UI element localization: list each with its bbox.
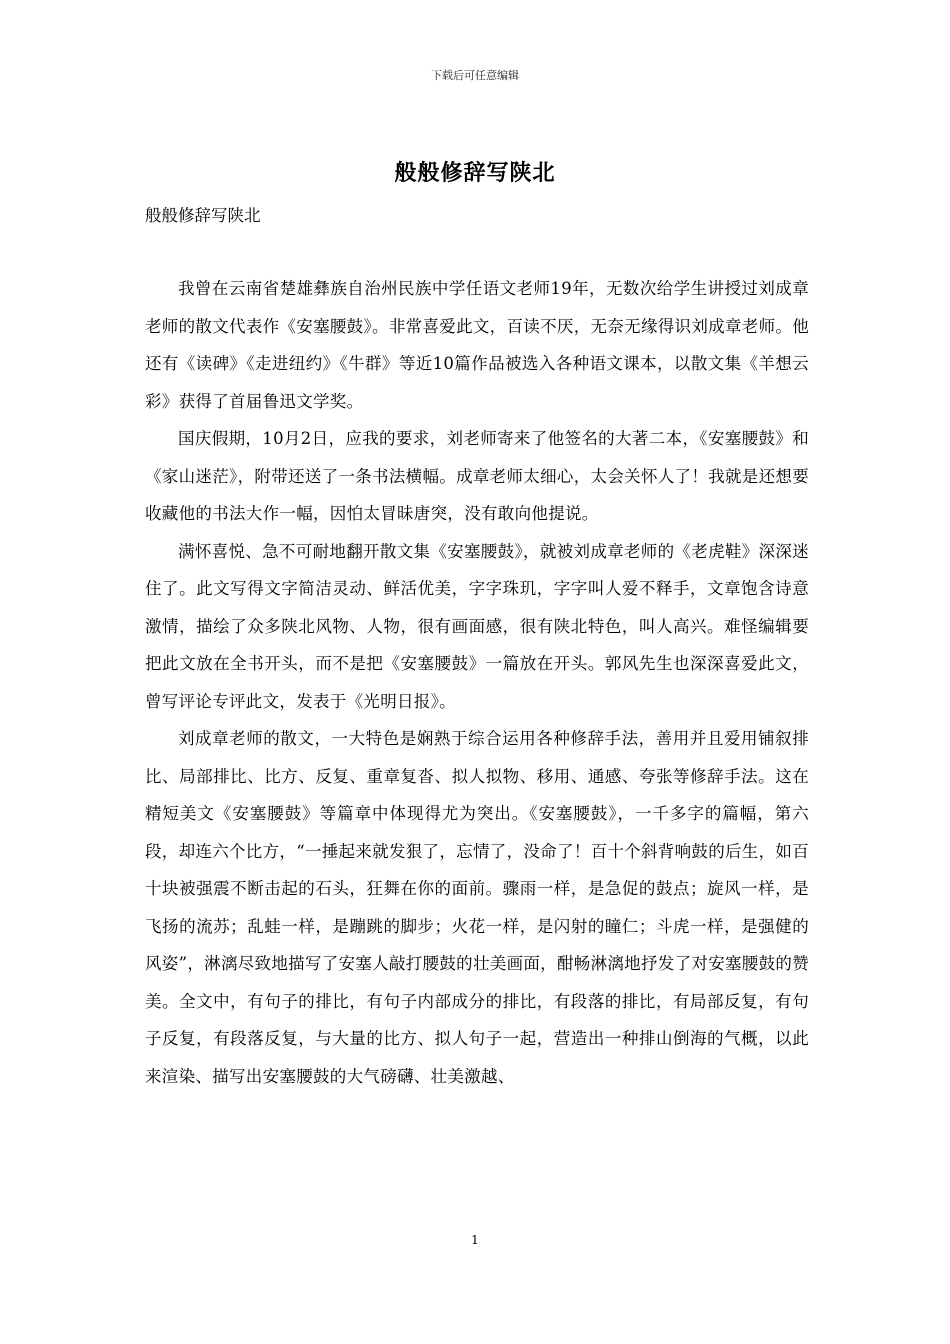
document-title: 般般修辞写陕北 [394,160,556,186]
paragraph: 国庆假期，10月2日，应我的要求，刘老师寄来了他签名的大著二本，《安塞腰鼓》和《家山迷茫》，附带还送了一条书法横幅。成章老师太细心，太会关怀人了！我就是还想要收藏他的书法大作一幅，因怕太冒昧唐突，没有敢向他提说。 [145,429,809,523]
document-subtitle: 般般修辞写陕北 [145,206,261,225]
paragraph: 我曾在云南省楚雄彝族自治州民族中学任语文老师19年，无数次给学生讲授过刘成章老师的散文代表作《安塞腰鼓》。非常喜爱此文，百读不厌，无奈无缘得识刘成章老师。他还有《读碑》《走进纽约》《牛群》等近10篇作品被选入各种语文课本，以散文集《羊想云彩》获得了首届鲁迅文学奖。 [145,279,809,411]
document-body [145,270,809,1095]
paragraph: 刘成章老师的散文，一大特色是娴熟于综合运用各种修辞手法，善用并且爱用铺叙排比、局部排比、比方、反复、重章复沓、拟人拟物、移用、通感、夸张等修辞手法。这在精短美文《安塞腰鼓》等篇章中体现得尤为突出。《安塞腰鼓》，一千多字的篇幅，第六段，却连六个比方，“一捶起来就发狠了，忘情了，没命了！百十个斜背响鼓的后生，如百十块被强震不断击起的石头，狂舞在你的面前。骤雨一样，是急促的鼓点；旋风一样，是飞扬的流苏；乱蛙一样，是蹦跳的脚步；火花一样，是闪射的瞳仁；斗虎一样，是强健的风姿”，淋漓尽致地描写了安塞人敲打腰鼓的壮美画面，酣畅淋漓地抒发了对安塞腰鼓的赞美。全文中，有句子的排比，有句子内部成分的排比，有段落的排比，有局部反复，有句子反复，有段落反复，与大量的比方、拟人句子一起，营造出一种排山倒海的气概，以此来渲染、描写出安塞腰鼓的大气磅礴、壮美激越、 [145,729,809,1086]
page-number: 1 [471,1233,479,1247]
header-note: 下载后可任意编辑 [431,69,519,82]
paragraph: 满怀喜悦、急不可耐地翻开散文集《安塞腰鼓》，就被刘成章老师的《老虎鞋》深深迷住了。此文写得文字简洁灵动、鲜活优美，字字珠玑，字字叫人爱不释手，文章饱含诗意激情，描绘了众多陕北风物、人物，很有画面感，很有陕北特色，叫人高兴。难怪编辑要把此文放在全书开头，而不是把《安塞腰鼓》一篇放在开头。郭风先生也深深喜爱此文，曾写评论专评此文，发表于《光明日报》。 [145,541,809,711]
